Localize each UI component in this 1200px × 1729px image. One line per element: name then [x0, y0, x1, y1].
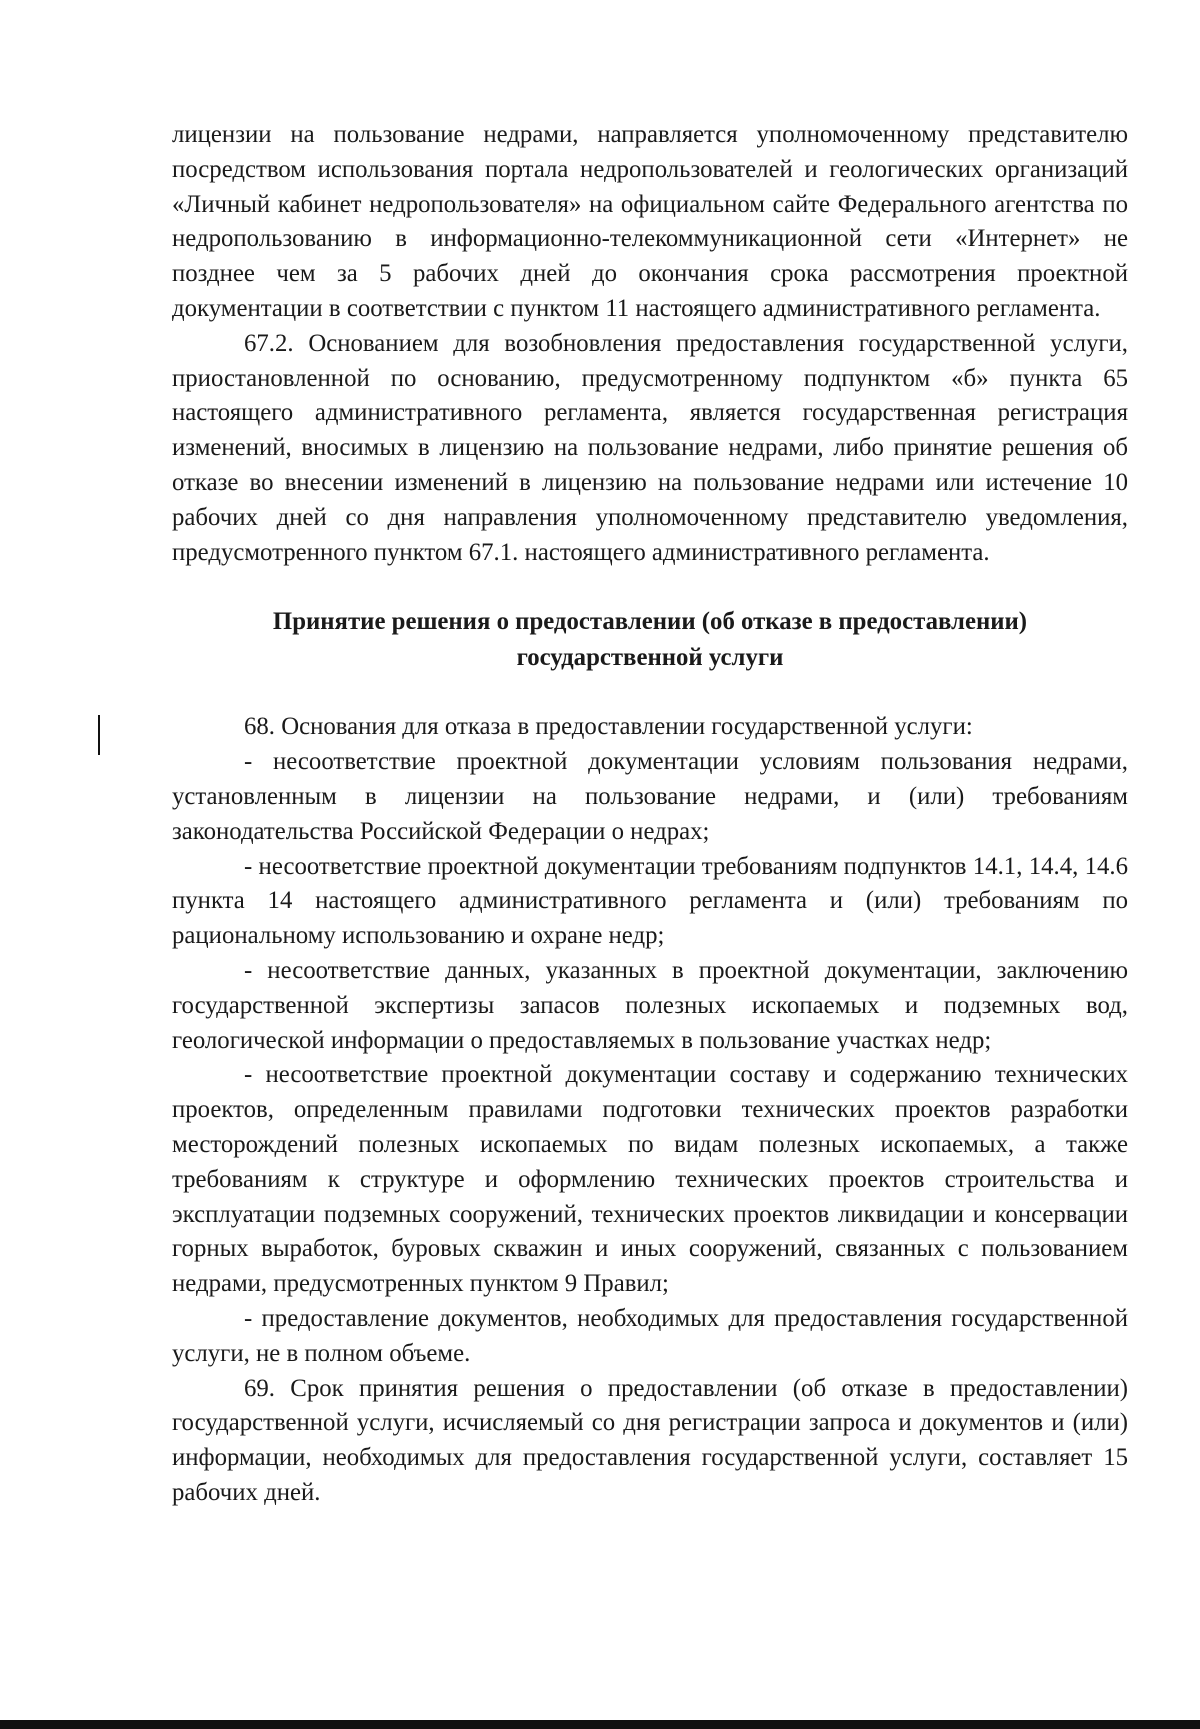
list-item-refusal-1: - несоответствие проектной документации условиям пользования недрами, установленным в лицензии на пользование недрами, и (или) требованиям законодательства Российской Федерации о недрах;	[172, 748, 1128, 845]
list-item-refusal-3: - несоответствие данных, указанных в проектной документации, заключению государственной экспертизы запасов полезных ископаемых и подземных вод, геологической информации о предоставляемых в пользование участках недр;	[172, 956, 1128, 1054]
paragraph-69: 69. Срок принятия решения о предоставлении (об отказе в предоставлении) государственной услуги, исчисляемый со дня регистрации запроса и документов и (или) информации, необходимых для предоставления государственной услуги, составляет 15 рабочих дней.	[172, 1374, 1128, 1506]
document-page	[172, 118, 1128, 1511]
scan-bottom-edge	[0, 1720, 1200, 1729]
list-item-refusal-4: - несоответствие проектной документации составу и содержанию технических проектов, определенным правилами подготовки технических проектов разработки месторождений полезных ископаемых по видам полезных ископаемых, а также требованиям к структуре и оформлению технических проектов строительства и эксплуатации подземных сооружений, технических проектов ликвидации и консервации горных выработок, буровых скважин и иных сооружений, связанных с пользованием недрами, предусмотренных пунктом 9 Правил;	[172, 1061, 1128, 1298]
section-heading-line-2: государственной услуги	[516, 644, 784, 672]
scan-margin-mark	[98, 715, 100, 755]
section-heading	[172, 604, 1128, 676]
list-item-refusal-5: - предоставление документов, необходимых для предоставления государственной услуги, не в полном объеме.	[172, 1304, 1128, 1367]
list-item-refusal-2: - несоответствие проектной документации требованиям подпунктов 14.1, 14.4, 14.6 пункта 14 настоящего административного регламента и (или) требованиям по рациональному использованию и охране недр;	[172, 852, 1128, 950]
paragraph-67-2: 67.2. Основанием для возобновления предоставления государственной услуги, приостановленной по основанию, предусмотренному подпунктом «б» пункта 65 настоящего административного регламента, является государственная регистрация изменений, вносимых в лицензию на пользование недрами, либо принятие решения об отказе во внесении изменений в лицензию на пользование недрами или истечение 10 рабочих дней со дня направления уполномоченному представителю уведомления, предусмотренного пунктом 67.1. настоящего административного регламента.	[172, 329, 1128, 566]
section-heading-line-1: Принятие решения о предоставлении (об отказе в предоставлении)	[272, 608, 1028, 636]
paragraph-68: 68. Основания для отказа в предоставлении государственной услуги:	[244, 713, 973, 741]
paragraph-continuation: лицензии на пользование недрами, направляется уполномоченному представителю посредством использования портала недропользователей и геологических организаций «Личный кабинет недропользователя» на официальном сайте Федерального агентства по недропользованию в информационно-телекоммуникационной сети «Интернет» не позднее чем за 5 рабочих дней до окончания срока рассмотрения проектной документации в соответствии с пунктом 11 настоящего административного регламента.	[172, 121, 1128, 322]
